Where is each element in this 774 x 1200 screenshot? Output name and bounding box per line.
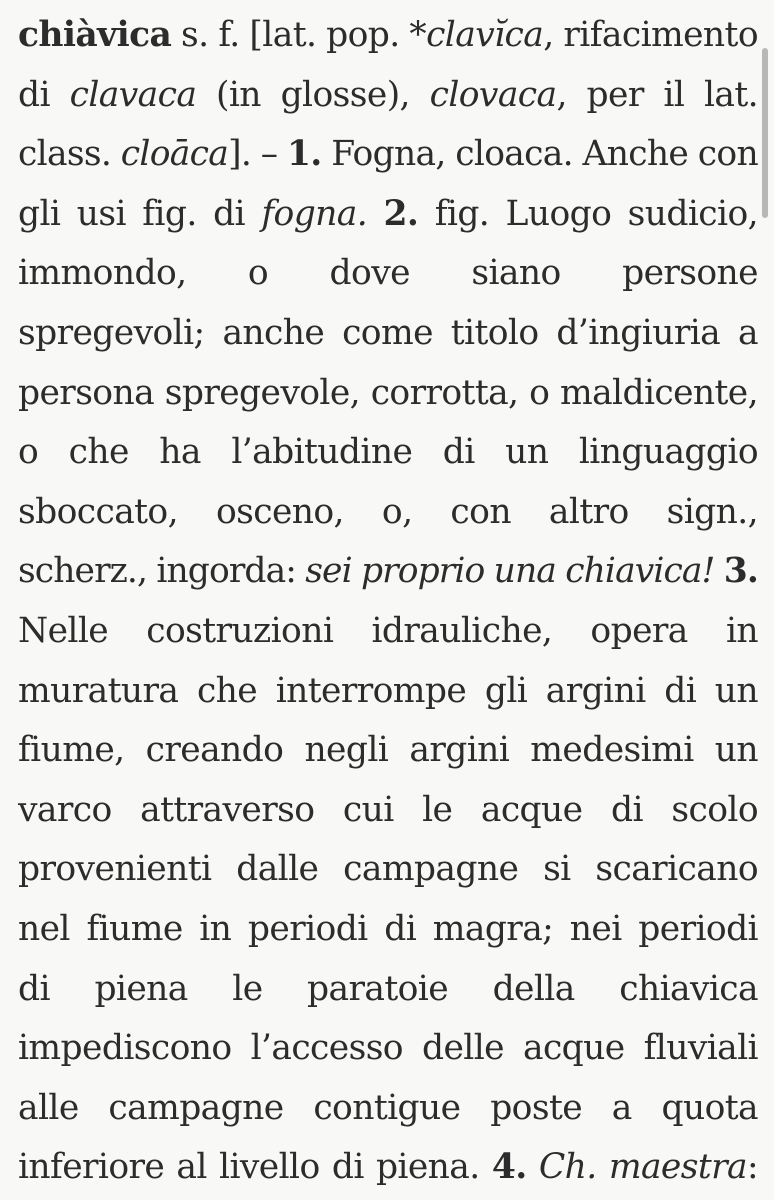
entry-line	[18, 900, 758, 960]
entry-text: fig. Luogo sudicio,	[418, 193, 758, 234]
italic-term: Ch. maestra	[538, 1147, 747, 1188]
entry-text: muratura che interrompe gli argini di un	[18, 670, 758, 711]
entry-text: di piena le paratoie della chiavica	[18, 968, 758, 1009]
entry-line	[18, 6, 758, 66]
entry-line	[18, 542, 758, 602]
entry-line	[18, 781, 758, 841]
italic-term: cloāca	[120, 134, 229, 175]
sense-number: 4.	[491, 1147, 527, 1188]
entry-text: class.	[18, 134, 121, 175]
headword: chiàvica	[18, 15, 172, 55]
entry-line	[18, 364, 758, 424]
entry-text: fiume, creando negli argini medesimi un	[18, 730, 758, 771]
entry-text: impediscono l’accesso delle acque fluviali	[18, 1028, 758, 1069]
entry-line	[18, 125, 758, 185]
entry-text: spregevoli; anche come titolo d’ingiuria a	[18, 312, 758, 353]
entry-text: di	[18, 74, 70, 115]
entry-text: alle campagne contigue poste a quota	[18, 1087, 758, 1128]
entry-text: ]. –	[228, 134, 287, 175]
entry-text: (in glosse),	[196, 74, 430, 115]
italic-term: clovaca	[429, 74, 557, 115]
entry-line	[18, 662, 758, 722]
entry-line	[18, 185, 758, 245]
entry-line	[18, 423, 758, 483]
entry-text: provenienti dalle campagne si scaricano	[18, 849, 758, 890]
entry-text: varco attraverso cui le acque di scolo	[18, 789, 758, 830]
entry-text	[527, 1147, 539, 1187]
entry-text: sboccato, osceno, o, con altro sign.,	[18, 491, 758, 532]
entry-line	[18, 602, 758, 662]
entry-line	[18, 304, 758, 364]
sense-number: 2.	[383, 193, 419, 234]
entry-line	[18, 840, 758, 900]
entry-text: o che ha l’abitudine di un linguaggio	[18, 432, 758, 473]
entry-text: immondo, o dove siano persone	[18, 253, 758, 294]
entry-text: Fogna, cloaca. Anche con	[321, 134, 758, 175]
italic-term: sei proprio una chiavica!	[305, 551, 715, 592]
entry-text: nel fiume in periodi di magra; nei periodi	[18, 908, 758, 949]
sense-number: 1.	[286, 134, 322, 175]
scrollbar-thumb[interactable]	[762, 48, 768, 218]
entry-text: , per il lat.	[556, 74, 758, 115]
entry-text: s. f. [lat. pop. *	[171, 15, 427, 55]
entry-text: gli usi fig. di	[18, 193, 262, 234]
entry-text: scherz., ingorda:	[18, 551, 306, 592]
entry-text: inferiore al livello di piena.	[18, 1147, 492, 1188]
italic-term: clavaca	[69, 74, 197, 115]
entry-text	[367, 194, 383, 234]
entry-text: Nelle costruzioni idrauliche, opera in	[18, 610, 758, 651]
entry-line	[18, 483, 758, 543]
entry-line	[18, 721, 758, 781]
entry-text: :	[746, 1147, 758, 1188]
entry-line	[18, 1019, 758, 1079]
entry-text: , rifacimento	[543, 15, 758, 55]
italic-term: fogna.	[261, 193, 368, 234]
entry-line	[18, 1138, 758, 1198]
entry-text: persona spregevole, corrotta, o maldicente,	[18, 372, 758, 413]
entry-line	[18, 66, 758, 126]
sense-number: 3.	[723, 551, 758, 592]
entry-line	[18, 960, 758, 1020]
italic-term: clavĭca	[426, 15, 544, 55]
dictionary-entry-chiavica	[18, 6, 758, 1198]
entry-line	[18, 1079, 758, 1139]
entry-line	[18, 244, 758, 304]
entry-text	[715, 551, 724, 591]
